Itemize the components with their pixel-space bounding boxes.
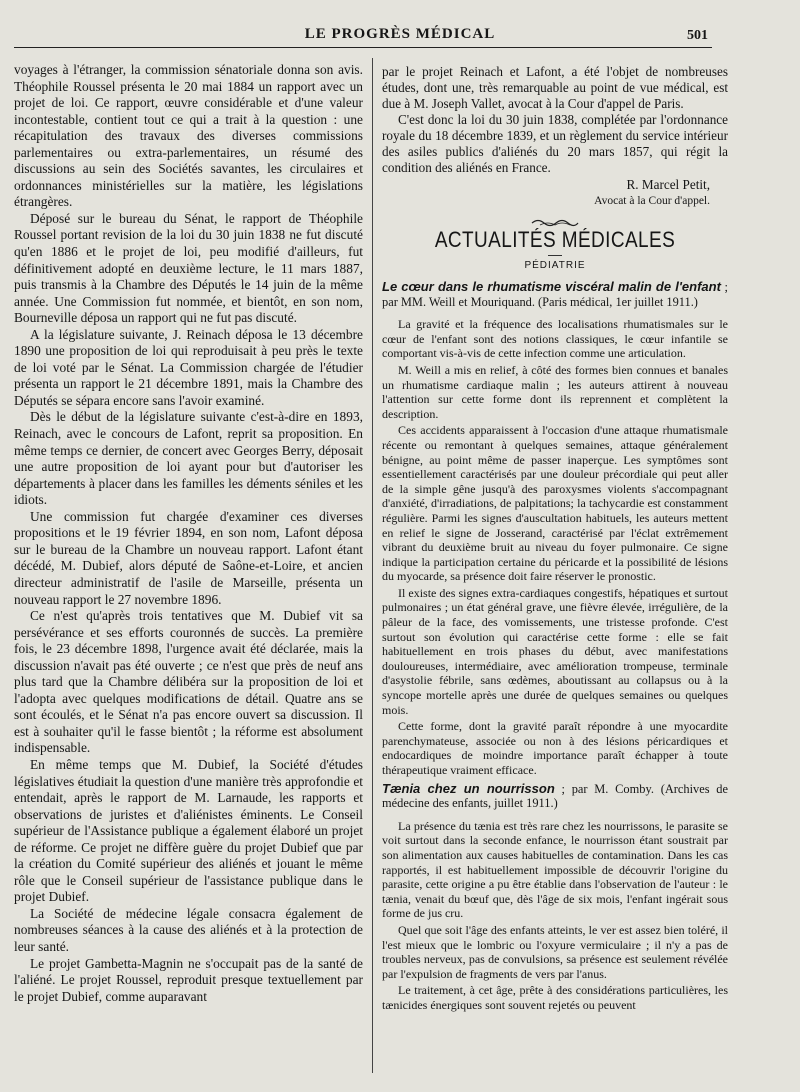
paragraph: La gravité et la fréquence des localisations rhumatismales sur le cœur de l'enfant sont des notions classiques, le cœur infantile se comportant vis-à-vis de cette infection comme une articulation. <box>382 317 728 361</box>
article-heading <box>382 782 728 811</box>
article-comby <box>382 782 728 1013</box>
paragraph: Le traitement, à cet âge, prête à des considérations particulières, les tænicides énergiques sont souvent rejetés ou peuvent <box>382 983 728 1012</box>
paragraph: Le projet Gambetta-Magnin ne s'occupait pas de la santé de l'aliéné. Le projet Roussel, reproduit presque textuellement par le projet Dubief, comme auparavant <box>14 955 363 1004</box>
paragraph: Dès le début de la législature suivante c'est-à-dire en 1893, Reinach, avec le concours de Lafont, reprit sa proposition. En même temps ce dernier, de concert avec Georges Berry, déposait une autre proposition de loi ayant pour but d'autoriser les départements à placer dans les familles les déments séniles et les idiots. <box>14 409 363 508</box>
right-column <box>382 64 728 1015</box>
left-column <box>14 62 363 1005</box>
paragraph: M. Weill a mis en relief, à côté des formes bien connues et banales un rhumatisme cardiaque malin ; les auteurs attirent à nouveau l'attention sur cette forme dont ils reprennent et complètent la description. <box>382 362 728 421</box>
paragraph: Il existe des signes extra-cardiaques congestifs, hépatiques et surtout pulmonaires ; un état général grave, une fièvre élevée, irrégulière, de la pâleur de la face, des vomissements, une tristesse profonde. C'est surtout son évolution qui caractérise cette forme : elle se fait habituellement en trois phases du début, avec manifestations douloureuses, intermédiaire, avec amélioration trompeuse, terminale d'asystolie fébrile, sans œdèmes, aboutissant au collapsus ou à la syncope mortelle après une durée de quelques semaines ou quelques mois. <box>382 585 728 717</box>
paragraph: C'est donc la loi du 30 juin 1838, complétée par l'ordonnance royale du 18 décembre 1839, et un règlement du service intérieur des asiles publics d'aliénés du 20 mars 1857, qui régit la condition des aliénés en France. <box>382 112 728 175</box>
paragraph: La présence du tænia est très rare chez les nourrissons, le parasite se voit surtout dans la seconde enfance, le nourrisson étant soustrait par son alimentation aux causes habituelles de contamination. Dans les cas rapportés, il est habituellement impossible de découvrir l'origine du parasite, cette origine a pu être établie dans l'observation de l'auteur : le tænia, venait du bœuf que, dès l'âge de six mois, l'enfant ingérait sous forme de jus cru. <box>382 818 728 921</box>
author-name: R. Marcel Petit, <box>626 177 710 192</box>
article-title: Le cœur dans le rhumatisme viscéral malin de l'enfant <box>382 279 721 294</box>
article-title: Tænia chez un nourrisson <box>382 780 555 796</box>
author-signature <box>382 177 728 209</box>
paragraph: Ce n'est qu'après trois tentatives que M. Dubief vit sa persévérance et ses efforts couronnés de succès. La première fois, le 23 décembre 1898, l'urgence avait été déclarée, mais la discussion n'avait pas été ouverte ; ce n'est que près de neuf ans plus tard que la Chambre délibéra sur la proposition de loi et l'adopta avec quelques modifications de détail. Quatre ans se sont écoulés, et le Sénat n'a pas encore ouvert sa discussion. Il est à souhaiter qu'il le fasse bientôt ; la réforme est absolument indispensable. <box>14 608 363 756</box>
article-heading <box>382 280 728 309</box>
subsection-title: PÉDIATRIE <box>524 260 586 271</box>
paragraph: Une commission fut chargée d'examiner ces diverses propositions et le 19 février 1894, en son nom, Lafont déposa sur le bureau de la Chambre un nouveau rapport. Lafont étant décédé, M. Dubief, alors député de Saône-et-Loire, et ancien directeur administratif de l'asile de Marseille, présenta un nouveau rapport le 27 novembre 1896. <box>14 508 363 607</box>
paragraph: Cette forme, dont la gravité paraît répondre à une myocardite parenchymateuse, associée ou non à des lésions péricardiques et endocardiques de moindre importance paraît échapper à toute thérapeutique vraiment efficace. <box>382 719 728 777</box>
page-number: 501 <box>687 28 708 43</box>
paragraph: Quel que soit l'âge des enfants atteints, le ver est assez bien toléré, il l'est mieux que le lombric ou l'oxyure vermiculaire ; il n'y a pas de troubles nerveux, pas de convulsions, sa présence est seulement révélée par l'expulsion de fragments de vers par l'anus. <box>382 922 728 981</box>
column-divider <box>372 58 373 1073</box>
article-weill <box>382 280 728 778</box>
article-citation: ; par M. Comby. (Archives de médecine des enfants, juillet 1911.) <box>382 781 728 811</box>
paragraph: La Société de médecine légale consacra également de nombreuses séances à la cause des aliénés et à la protection de leur santé. <box>14 905 363 954</box>
ornament-icon <box>530 217 580 229</box>
paragraph: Ces accidents apparaissent à l'occasion d'une attaque rhumatismale récente ou remontant à quelques semaines, attaque généralement bénigne, au point même de passer inaperçue. Les symptômes sont essentiellement caractérisés par une douleur précordiale qui peut aller de la simple gêne jusqu'à des paroxysmes violents s'accompagnant d'anxiété, d'irradiations, de palpitations; la tachycardie est constamment régulière. Parmi les signes d'auscultation habituels, les auteurs mettent en relief le signe de Josserand, caractérisé par l'éclat extrêmement vibrant du deuxième bruit au niveau du foyer pulmonaire. Ce signe indique la participation certaine du péricarde et la possibilité de lésions du myocarde, sa présence doit faire réserver le pronostic. <box>382 423 728 584</box>
paragraph: voyages à l'étranger, la commission sénatoriale donna son avis. Théophile Roussel présenta le 20 mai 1884 un rapport avec un projet de loi. Ce rapport, œuvre considérable et d'une valeur incontestable, contient tout ce qui a trait à la question : une récapitulation des travaux des diverses commissions parlementaires ou extra-parlementaires, un résumé des discussions au sein des Sociétés savantes, les circulaires et ordonnances ministérielles sur la matière, les législations étrangères. <box>14 62 363 210</box>
paragraph: A la législature suivante, J. Reinach déposa le 13 décembre 1890 une proposition de loi qui reproduisait à peu près le texte de loi voté par le Sénat. La Commission chargée de l'étudier présenta un rapport le 21 décembre 1891, mais la Chambre des Députés se sépara encore sans l'avoir examiné. <box>14 326 363 408</box>
section-title: ACTUALITÉS MÉDICALES <box>434 228 676 253</box>
short-rule <box>548 255 562 256</box>
journal-title: LE PROGRÈS MÉDICAL <box>304 26 496 42</box>
paragraph: Déposé sur le bureau du Sénat, le rapport de Théophile Roussel portant revision de la loi du 30 juin 1838 ne fut discuté qu'en 1886 et le projet de loi, peu modifié d'ailleurs, fut définitivement adopté en deuxième lecture, le 11 mars 1887, puis transmis à la Chambre des Députés le 14 juin de la même année. Une Commission fut nommée, et bientôt, en son nom, Bourneville déposa un rapport qui ne fut pas discuté. <box>14 210 363 326</box>
page-header <box>0 26 800 46</box>
article-citation: ; par MM. Weill et Mouriquand. (Paris médical, 1er juillet 1911.) <box>382 280 728 309</box>
header-rule <box>14 47 712 48</box>
paragraph: par le projet Reinach et Lafont, a été l'objet de nombreuses études, dont une, très remarquable au point de vue médical, est due à M. Joseph Vallet, avocat à la Cour d'appel de Paris. <box>382 64 728 111</box>
author-role: Avocat à la Cour d'appel. <box>594 195 710 207</box>
paragraph: En même temps que M. Dubief, la Société d'études législatives étudiait la question d'une manière très approfondie et entendait, après le rapport de M. Larnaude, les rapports et observations de juristes et d'aliénistes éminents. Le Conseil supérieur de l'Assistance publique a également élaboré un projet de réforme. Ce projet ne diffère guère du projet Dubief que par la création du Comité supérieur des aliénés et jouant le même rôle que le Conseil supérieur de l'assistance publique dans le projet Dubief. <box>14 756 363 905</box>
